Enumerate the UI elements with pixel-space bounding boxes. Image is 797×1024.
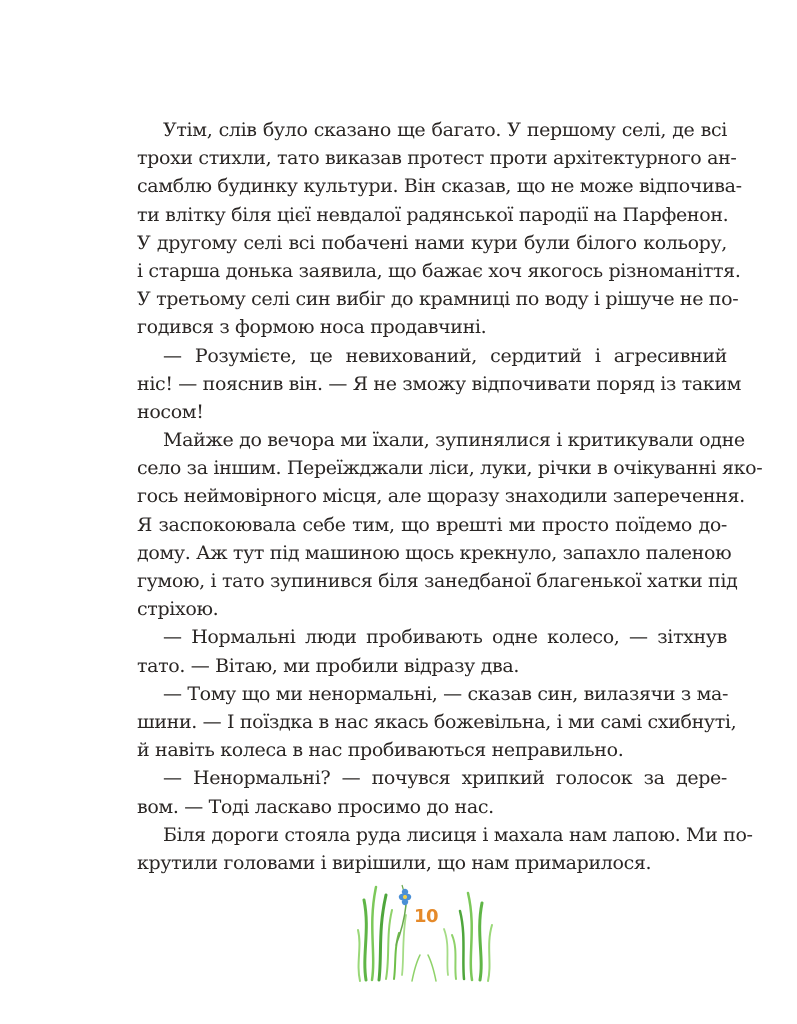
text-line: ти влітку біля цієї невдалої радянської пародії на Парфенон. [137,203,729,226]
text-line: — Розумієте, це невихований, сердитий і агресивний [163,344,727,367]
page-number: 10 [414,906,439,927]
text-line: гумою, і тато зупинився біля занедбаної благенької хатки під [137,570,738,592]
text-line: ніс! — пояснив він. — Я не зможу відпочивати поряд із таким [137,372,742,395]
text-line: У другому селі всі побачені нами кури були білого кольору, [137,231,727,254]
text-line: У третьому селі син вибіг до крамниці по воду і рішуче не по- [137,288,739,311]
text-line: — Тому що ми ненормальні, — сказав син, вилазячи з ма- [163,682,729,705]
text-line: тато. — Вітаю, ми пробили відразу два. [137,654,520,677]
text-line: — Нормальні люди пробивають одне колесо, — зітхнув [163,626,727,649]
text-line: самблю будинку культури. Він сказав, що не може відпочива- [137,175,742,198]
text-line: Біля дороги стояла руда лисиця і махала нам лапою. Ми по- [163,823,753,846]
text-line: Я заспокоювала себе тим, що врешті ми просто поїдемо до- [137,513,727,536]
text-line: й навіть колеса в нас пробиваються неправильно. [137,739,624,762]
text-line: дому. Аж тут під машиною щось крекнуло, запахло паленою [137,541,732,564]
text-line: село за іншим. Переїжджали ліси, луки, річки в очікуванні яко- [137,457,763,480]
text-line: вом. — Тоді ласкаво просимо до нас. [137,795,494,818]
flower-icon [399,885,411,907]
text-line: гось неймовірного місця, але щоразу знаходили заперечення. [137,485,745,508]
text-line: стріхою. [137,598,219,621]
text-line: — Ненормальні? — почувся хрипкий голосок за дере- [163,767,727,790]
grass-decoration [352,875,502,985]
body-text [137,116,763,877]
text-line: Майже до вечора ми їхали, зупинялися і критикували одне [163,429,745,452]
text-line: крутили головами і вирішили, що нам примарилося. [137,851,652,874]
text-line: Утім, слів було сказано ще багато. У першому селі, де всі [163,119,727,141]
text-line: годився з формою носа продавчині. [137,316,487,339]
text-line: трохи стихли, тато виказав протест проти архітектурного ан- [137,147,737,170]
text-line: шини. — І поїздка в нас якась божевільна, і ми самі схибнуті, [137,710,737,733]
text-line: носом! [137,400,204,423]
text-line: і старша донька заявила, що бажає хоч якогось різноманіття. [137,259,741,282]
